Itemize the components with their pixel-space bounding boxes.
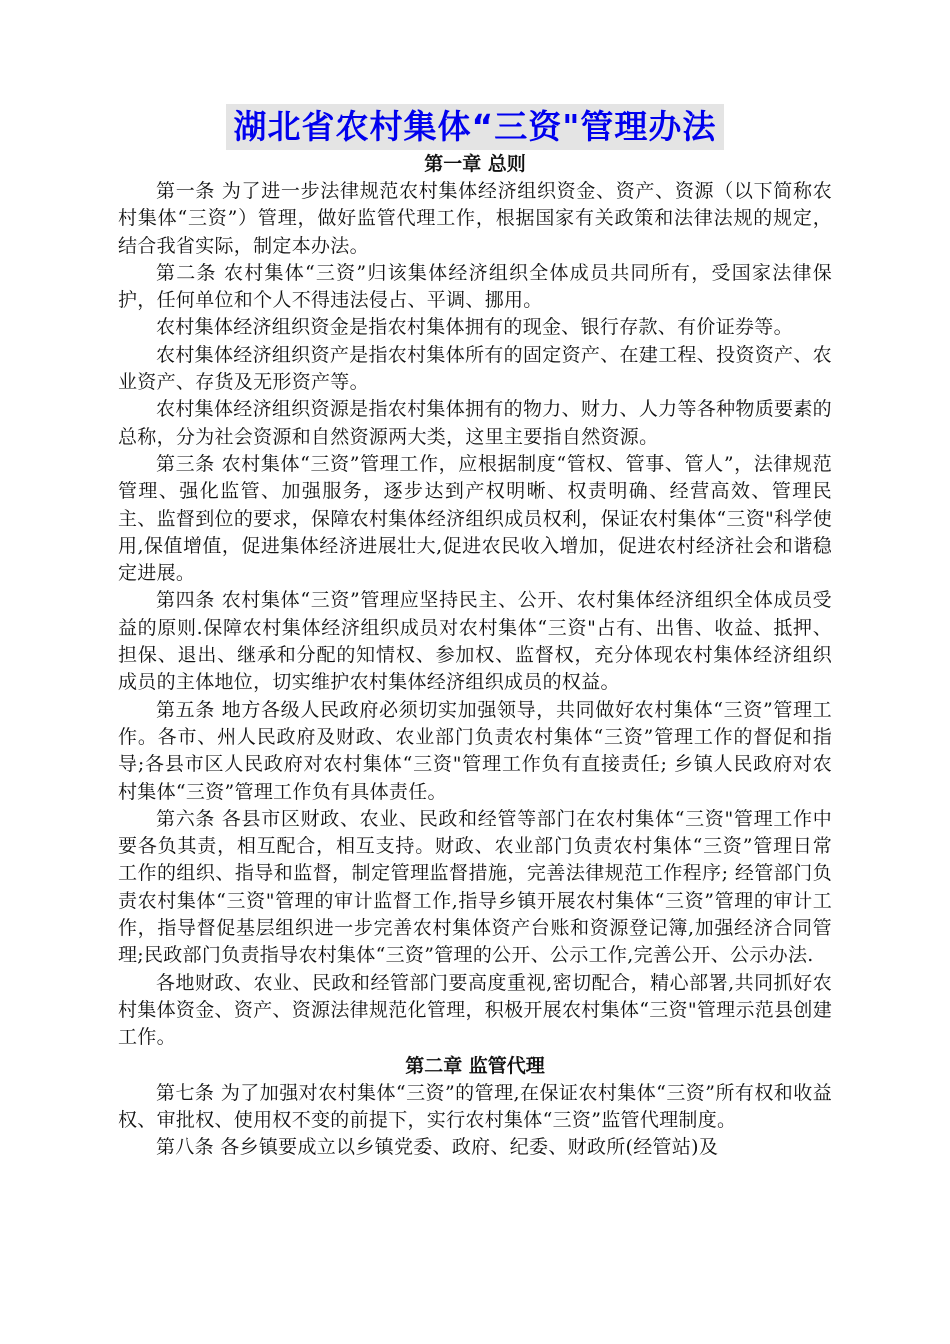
article-5: 第五条 地方各级人民政府必须切实加强领导，共同做好农村集体“三资”管理工作。各市、州人民政府及财政、农业部门负责农村集体“三资”管理工作的督促和指导;各县市区人民政府对农村集体“三资"管理工作负有直接责任; 乡镇人民政府对农村集体“三资”管理工作负有具体责任。 [118,698,832,803]
document-body [118,150,832,1161]
article-3: 第三条 农村集体“三资”管理工作，应根据制度“管权、管事、管人”，法律规范管理、强化监管、加强服务，逐步达到产权明晰、权责明确、经营高效、管理民主、监督到位的要求，保障农村集体经济组织成员权利，保证农村集体“三资"科学使用,保值增值，促进集体经济进展壮大,促进农民收入增加，促进农村经济社会和谐稳定进展。 [118,452,832,585]
paragraph-resources: 农村集体经济组织资源是指农村集体拥有的物力、财力、人力等各种物质要素的总称，分为社会资源和自然资源两大类，这里主要指自然资源。 [118,398,832,448]
chapter-heading: 第一章 总则 [424,153,526,175]
paragraph-funds: 农村集体经济组织资金是指农村集体拥有的现金、银行存款、有价证券等。 [156,316,793,339]
paragraph-assets: 农村集体经济组织资产是指农村集体所有的固定资产、在建工程、投资资产、农业资产、存货及无形资产等。 [118,343,832,394]
article-7: 第七条 为了加强对农村集体“三资”的管理,在保证农村集体“三资”所有权和收益权、审批权、使用权不变的前提下，实行农村集体“三资”监管代理制度。 [118,1081,832,1131]
paragraph-departments: 各地财政、农业、民政和经管部门要高度重视,密切配合，精心部署,共同抓好农村集体资金、资产、资源法律规范化管理，积极开展农村集体“三资"管理示范县创建工作。 [118,971,832,1049]
title-container [0,104,950,150]
article-8: 第八条 各乡镇要成立以乡镇党委、政府、纪委、财政所(经管站)及 [156,1136,719,1159]
article-6: 第六条 各县市区财政、农业、民政和经管等部门在农村集体“三资"管理工作中要各负其责，相互配合，相互支持。财政、农业部门负责农村集体“三资”管理日常工作的组织、指导和监督，制定管理监督措施，完善法律规范工作程序; 经管部门负责农村集体“三资"管理的审计监督工作,指导乡镇开展农村集体“三资”管理的审计工作，指导督促基层组织进一步完善农村集体资产台账和资源登记簿,加强经济合同管理;民政部门负责指导农村集体“三资”管理的公开、公示工作,完善公开、公示办法. [118,807,832,967]
chapter-heading: 第二章 监管代理 [405,1054,545,1077]
article-1: 第一条 为了进一步法律规范农村集体经济组织资金、资产、资源（以下简称农村集体“三资”）管理，做好监管代理工作，根据国家有关政策和法律法规的规定，结合我省实际，制定本办法。 [118,180,832,257]
document-title: 湖北省农村集体“三资"管理办法 [226,104,725,150]
article-2: 第二条 农村集体“三资”归该集体经济组织全体成员共同所有，受国家法律保护，任何单位和个人不得违法侵占、平调、挪用。 [118,261,832,312]
article-4: 第四条 农村集体“三资”管理应坚持民主、公开、农村集体经济组织全体成员受益的原则.保障农村集体经济组织成员对农村集体“三资"占有、出售、收益、抵押、担保、退出、继承和分配的知情权、参加权、监督权，充分体现农村集体经济组织成员的主体地位，切实维护农村集体经济组织成员的权益。 [118,589,832,694]
